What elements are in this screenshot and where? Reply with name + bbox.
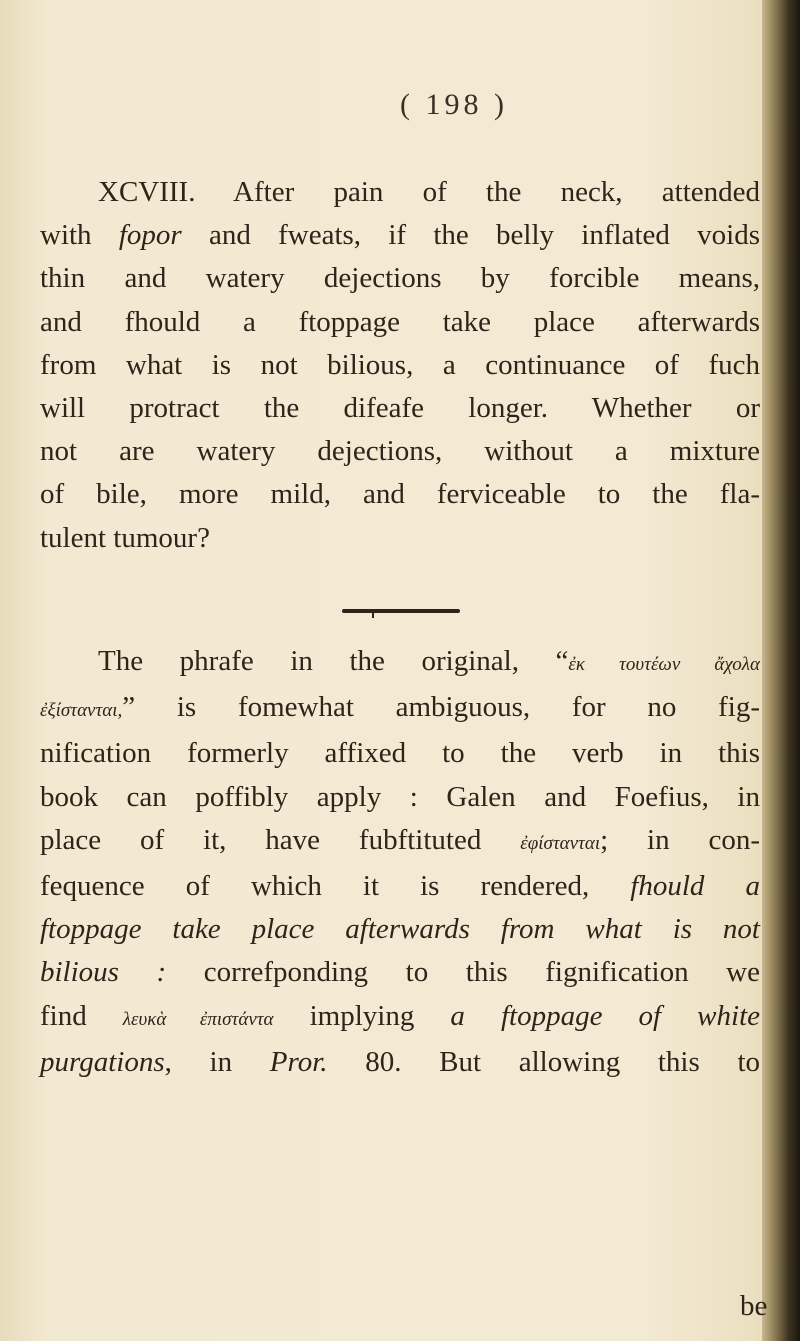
text-line: book can poffibly apply : Galen and Foefius, in xyxy=(40,780,760,813)
text-span: with xyxy=(40,219,119,252)
text-line: XCVIII. After pain of the neck, attended xyxy=(98,176,760,208)
italic-phrase: fhould a xyxy=(630,870,760,903)
text-line xyxy=(40,951,760,994)
page-number: ( 198 ) xyxy=(400,88,508,121)
text-line: thin and watery dejections by forcible means, xyxy=(40,262,760,295)
text-line: tulent tumour? xyxy=(40,521,210,554)
italic-term: fopor xyxy=(118,219,182,252)
paragraph-aphorism-98 xyxy=(40,171,760,560)
text-line: from what is not bilious, a continuance of fuch xyxy=(40,348,760,381)
text-span: ; in con- xyxy=(600,823,760,856)
text-span: correfponding to this fignification we xyxy=(166,956,760,989)
text-line xyxy=(40,819,760,865)
text-line xyxy=(40,686,760,732)
text-span: fequence of which it is rendered, xyxy=(40,870,631,903)
greek-phrase: ἐξίστανται, xyxy=(40,700,123,722)
text-span: , in xyxy=(164,1045,270,1078)
greek-phrase: λευκὰ ἐπιστάντα xyxy=(122,1008,274,1030)
greek-phrase: ἐκ τουτέων ἄχολα xyxy=(568,654,761,675)
text-line: ftoppage take place afterwards from what is not xyxy=(40,913,760,946)
italic-phrase: bilious : xyxy=(40,956,167,989)
text-span: implying xyxy=(273,999,451,1032)
text-line xyxy=(40,865,760,908)
text-line xyxy=(40,995,760,1041)
text-span: place of it, have fubftituted xyxy=(40,823,521,856)
text-span: and fweats, if the belly inflated voids xyxy=(181,219,760,252)
text-span: The phrafe in the original, “ xyxy=(98,645,569,677)
text-line: of bile, more mild, and ferviceable to the fla- xyxy=(40,478,760,511)
text-line xyxy=(40,640,760,686)
text-line: and fhould a ftoppage take place afterwards xyxy=(40,305,760,338)
text-line: will protract the difeafe longer. Whether or xyxy=(40,392,760,425)
text-line xyxy=(40,1041,760,1084)
text-line: not are watery dejections, without a mixture xyxy=(40,435,760,468)
paragraph-commentary xyxy=(40,640,760,1084)
section-divider xyxy=(342,609,460,613)
text-line xyxy=(40,214,760,257)
citation: Pror. xyxy=(269,1045,328,1078)
italic-phrase: a ftoppage of white xyxy=(450,999,761,1032)
greek-word: ἐφίστανται xyxy=(520,832,601,854)
text-span: ” is fomewhat ambiguous, for no fig- xyxy=(122,691,760,724)
text-span: 80. But allowing this to xyxy=(327,1045,761,1078)
italic-phrase: purgations xyxy=(40,1045,165,1078)
book-gutter xyxy=(762,0,800,1341)
catchword: be xyxy=(740,1290,768,1322)
text-span: find xyxy=(40,999,123,1032)
text-line: nification formerly affixed to the verb in this xyxy=(40,737,760,770)
